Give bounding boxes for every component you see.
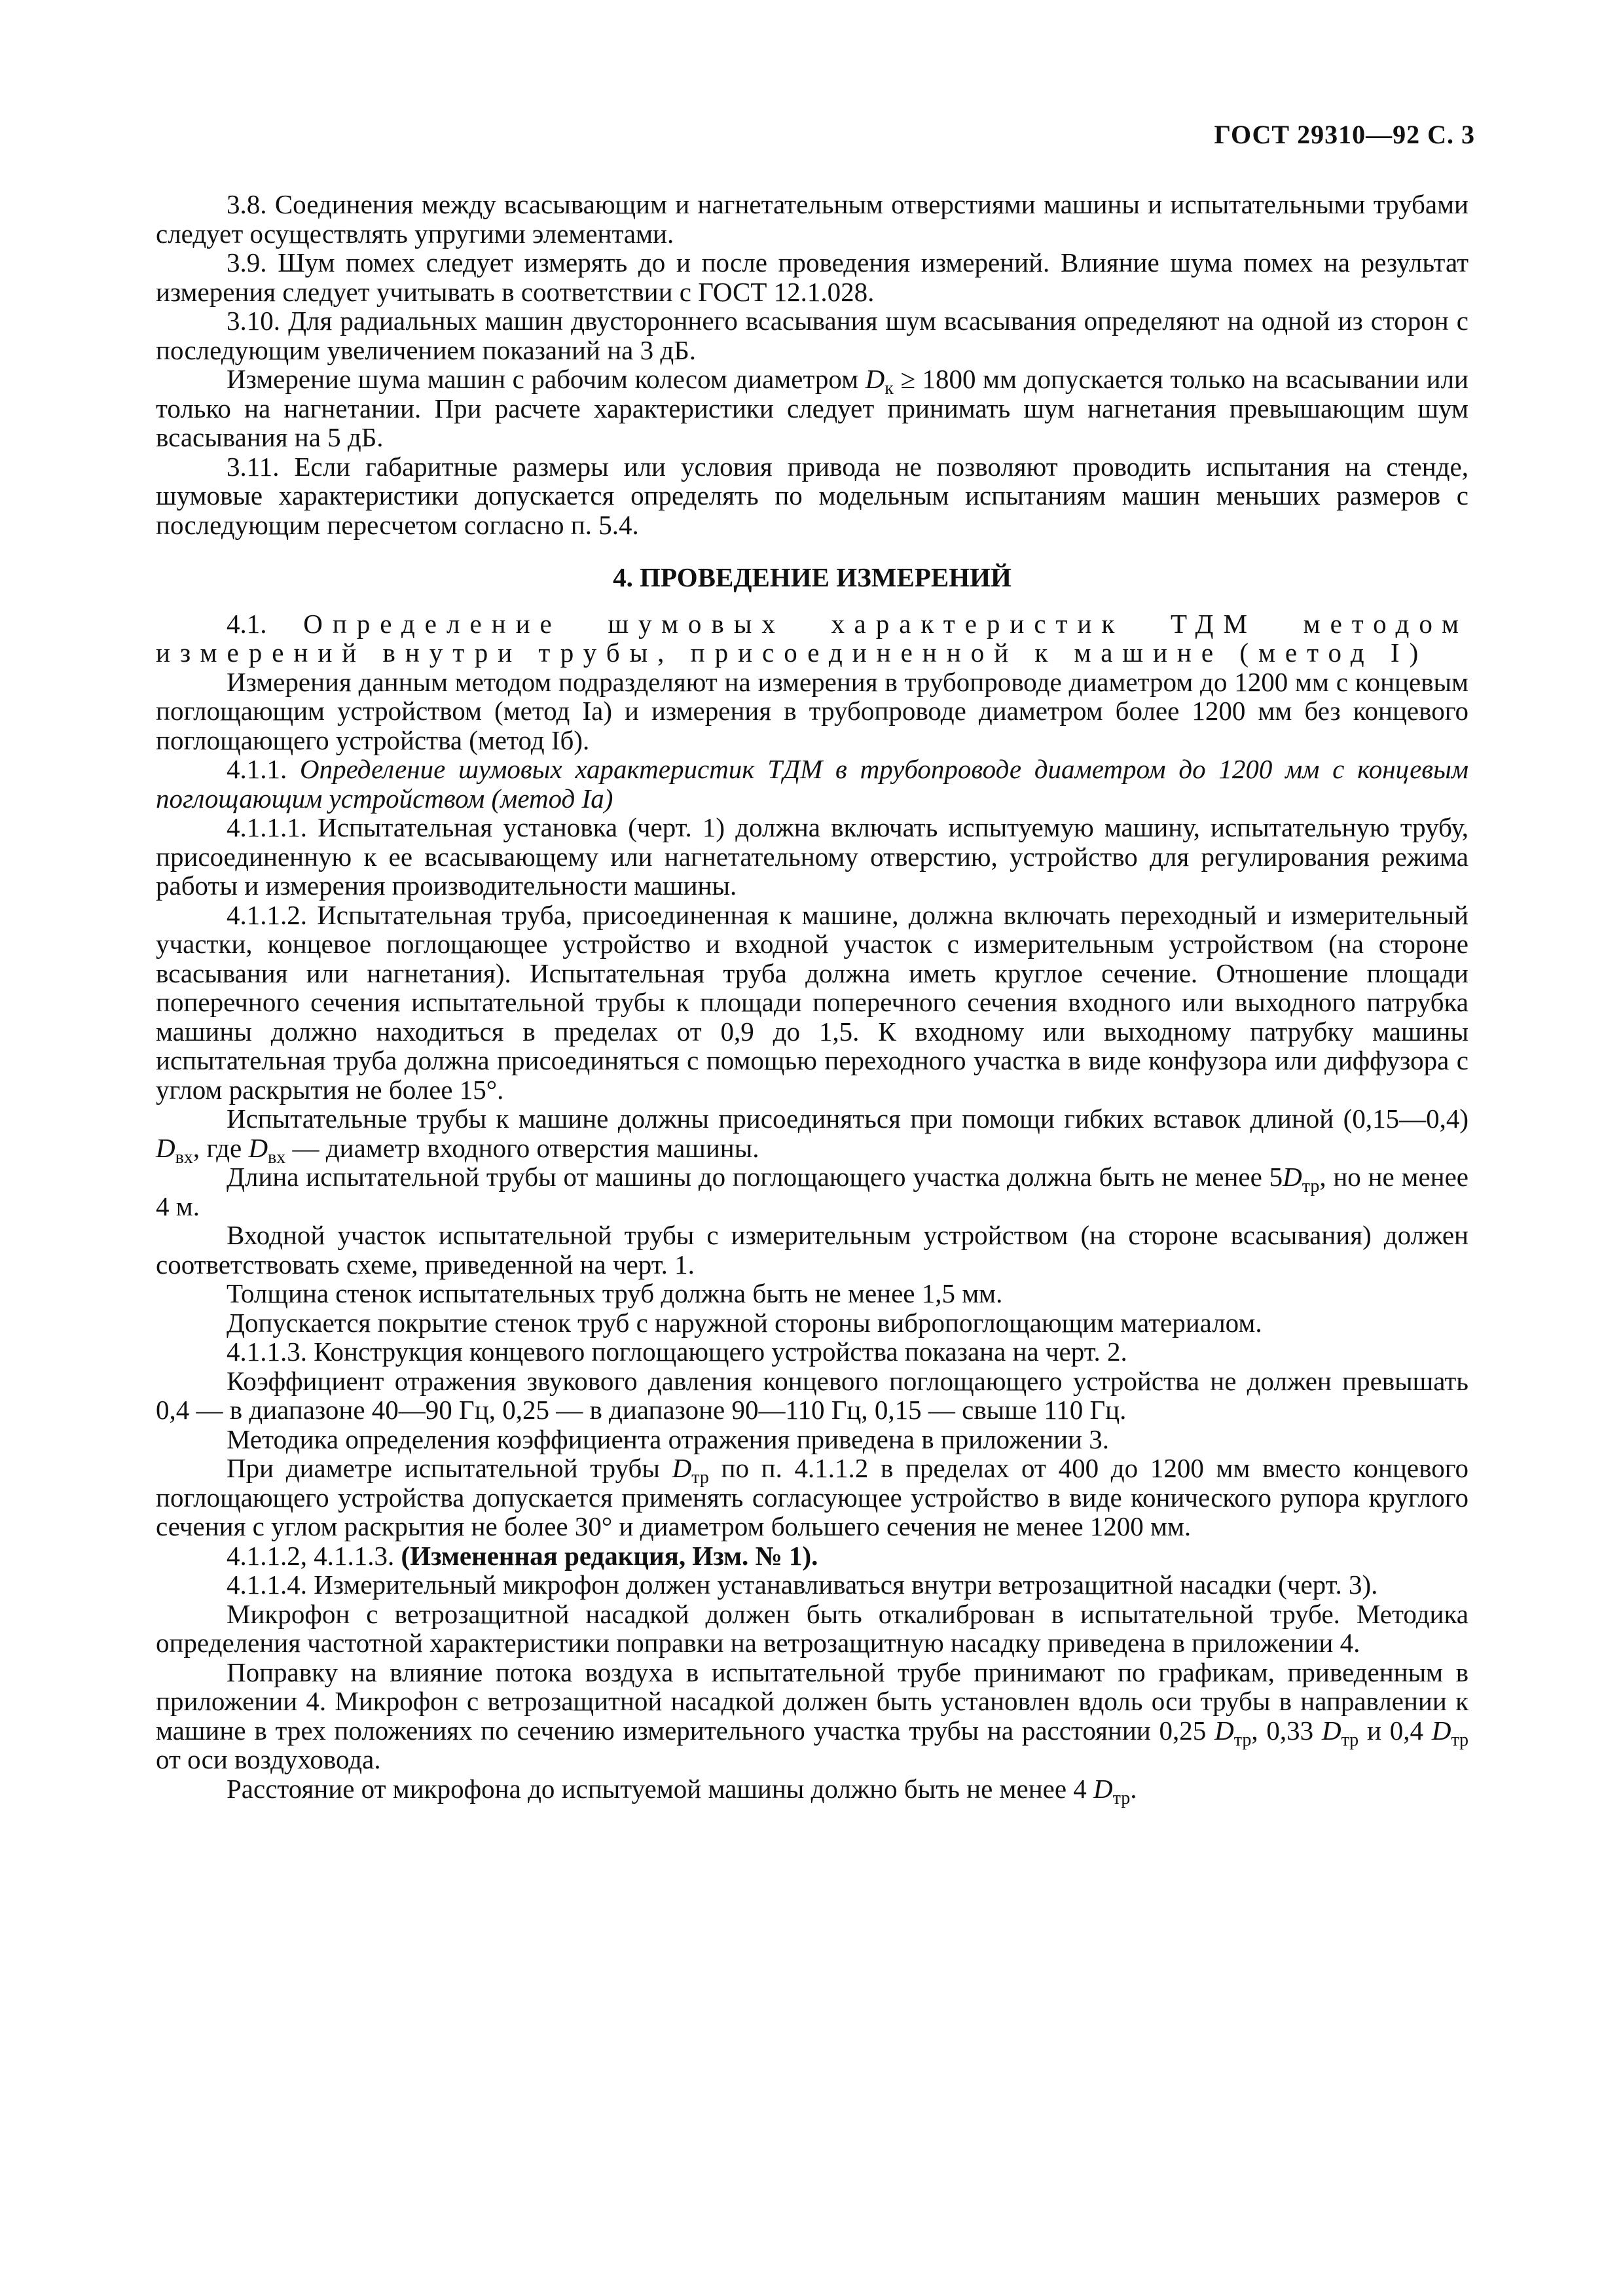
paragraph-4-1-1-1: 4.1.1.1. Испытательная установка (черт. 1) должна включать испытуемую машину, испытательную трубу, присоединенную к ее всасывающему или нагнетательному отверстию, устройство для регулирования режима работы и измерения производительности машины. [156, 812, 1468, 901]
section-title: 4. ПРОВЕДЕНИЕ ИЗМЕРЕНИЙ [613, 562, 1012, 592]
paragraph-microphone-calibration: Микрофон с ветрозащитной насадкой должен быть откалиброван в испытательной трубе. Методика определения частотной характеристики поправки на ветрозащитную насадку приведена в приложении 4. [156, 1598, 1468, 1658]
paragraph-4-1-1-3: 4.1.1.3. Конструкция концевого поглощающего устройства показана на черт. 2. [227, 1336, 1127, 1367]
paragraph-method-split: Измерения данным методом подразделяют на измерения в трубопроводе диаметром до 1200 мм с концевым поглощающим устройством (метод Ia) и измерения в трубопроводе диаметром более 1200 мм без концевого поглощающего устройства (метод Iб). [156, 666, 1468, 755]
paragraph-3-9: 3.9. Шум помех следует измерять до и после проведения измерений. Влияние шума помех на результат измерения следует учитывать в соответствии с ГОСТ 12.1.028. [156, 247, 1468, 307]
paragraph-inlet-section: Входной участок испытательной трубы с измерительным устройством (на стороне всасывания) должен соответствовать схеме, приведенной на черт. 1. [156, 1220, 1468, 1280]
paragraph-4-1-1-2: 4.1.1.2. Испытательная труба, присоединенная к машине, должна включать переходный и измерительный участки, концевое поглощающее устройство и входной участок с измерительным устройством (на стороне всасывания или нагнетания). Испытательная труба должна иметь круглое сечение. Отношение площади поперечного сечения испытательной трубы к площади поперечного сечения входного или выходного патрубка машины должно находиться в пределах от 0,9 до 1,5. К входному или выходному патрубку машины испытательная труба должна присоединяться с помощью переходного участка в виде конфузора или диффузора с углом раскрытия не более 15°. [156, 899, 1468, 1105]
subsection-4-1: 4.1. Определение шумовых характеристик ТДМ методом измерений внутри трубы, присоединенной к машине (метод I) [156, 608, 1468, 668]
page-header: ГОСТ 29310—92 С. 3 [1214, 120, 1475, 149]
paragraph-3-11: 3.11. Если габаритные размеры или условия привода не позволяют проводить испытания на стенде, шумовые характеристики допускается определять по модельным испытаниям машин меньших размеров с последующим пересчетом согласно п. 5.4. [156, 451, 1468, 540]
paragraph-3-10: 3.10. Для радиальных машин двустороннего всасывания шум всасывания определяют на одной из сторон с последующим увеличением показаний на 3 дБ. [156, 306, 1468, 365]
paragraph-wall-thickness: Толщина стенок испытательных труб должна быть не менее 1,5 мм. [227, 1278, 1003, 1308]
subsection-4-1-1: 4.1.1. Определение шумовых характеристик ТДМ в трубопроводе диаметром до 1200 мм с концевым поглощающим устройством (метод Ia) [156, 754, 1468, 814]
paragraph-airflow-correction: Поправку на влияние потока воздуха в испытательной трубе принимают по графикам, приведенным в приложении 4. Микрофон с ветрозащитной насадкой должен быть установлен вдоль оси трубы в направлении к машине в трех положениях по сечению измерительного участка трубы на расстоянии 0,25 $D_{тр}$, 0,33 $D_{тр}$ и 0,4 $D_{тр}$ от оси воздуховода. [156, 1657, 1469, 1774]
paragraph-reflection-method: Методика определения коэффициента отражения приведена в приложении 3. [227, 1424, 1109, 1454]
paragraph-amendment: 4.1.1.2, 4.1.1.3. (Измененная редакция, Изм. № 1). [227, 1540, 818, 1571]
paragraph-pipe-length: Длина испытательной трубы от машины до поглощающего участка должна быть не менее $5D_{тр}$, но не менее 4 м. [156, 1162, 1469, 1221]
paragraph-reflection-coefficient: Коэффициент отражения звукового давления концевого поглощающего устройства не должен превышать 0,4 — в диапазоне 40—90 Гц, 0,25 — в диапазоне 90—110 Гц, 0,15 — свыше 110 Гц. [156, 1365, 1468, 1425]
paragraph-horn-device: При диаметре испытательной трубы $D_{тр}$ по п. 4.1.1.2 в пределах от 400 до 1200 мм вместо концевого поглощающего устройства допускается применять согласующее устройство в виде конического рупора круглого сечения с углом раскрытия не более 30° и диаметром большего сечения не менее 1200 мм. [156, 1453, 1468, 1541]
paragraph-microphone-distance: Расстояние от микрофона до испытуемой машины должно быть не менее 4 $D_{тр}$. [227, 1773, 1137, 1808]
paragraph-coating: Допускается покрытие стенок труб с наружной стороны вибропоглощающим материалом. [227, 1307, 1262, 1338]
paragraph-3-8: 3.8. Соединения между всасывающим и нагнетательным отверстиями машины и испытательными трубами следует осуществлять упругими элементами. [156, 189, 1468, 249]
paragraph-4-1-1-4: 4.1.1.4. Измерительный микрофон должен устанавливаться внутри ветрозащитной насадки (черт. 3). [227, 1570, 1378, 1600]
document-body [156, 189, 1469, 1808]
paragraph-flexible-inserts: Испытательные трубы к машине должны присоединяться при помощи гибких вставок длиной (0,15—0,4) $D_{вх}$, где $D_{вх}$ — диаметр входного отверстия машины. [156, 1103, 1468, 1168]
paragraph-noise-measurement: Измерение шума машин с рабочим колесом диаметром $D_к \ge 1800$ мм допускается только на всасывании или только на нагнетании. При расчете характеристики следует принимать шум нагнетания превышающим шум всасывания на 5 дБ. [156, 364, 1468, 452]
